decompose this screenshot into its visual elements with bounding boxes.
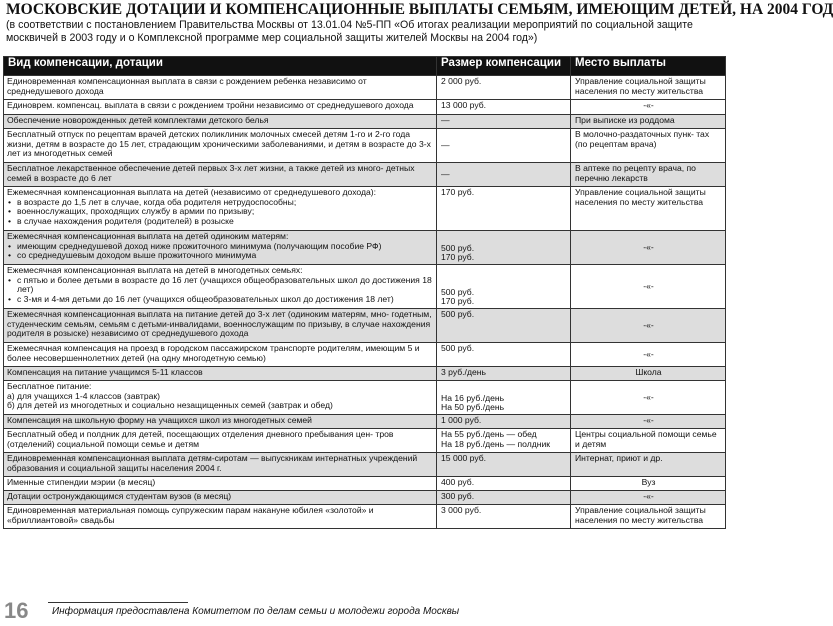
list-item: • в возрасте до 1,5 лет в случае, когда оба родителя нетрудоспособны; <box>17 198 433 208</box>
row-desc: Единоврем. компенсац. выплата в связи с рождением тройни независимо от среднедушевого дохода <box>4 100 437 115</box>
row-amount: — <box>437 163 571 187</box>
row-place: Вуз <box>571 477 726 491</box>
row-desc: Ежемесячная компенсационная выплата на детей одиноким матерям: <box>7 231 289 241</box>
row-amount: На 16 руб./день На 50 руб./день <box>437 381 571 415</box>
row-place: -«- <box>571 381 726 415</box>
row-desc: Бесплатный обед и полдник для детей, посещающих отделения дневного пребывания цен- тров (отделений) социальной помощи семье и детям <box>4 429 437 453</box>
row-place: Управление социальной защиты населения по месту жительства <box>571 76 726 100</box>
row-place: -«- <box>571 100 726 115</box>
row-desc: Бесплатное питание: а) для учащихся 1-4 классов (завтрак) б) для детей из многодетных и социально незащищенных семей (завтрак и обед) <box>4 381 437 415</box>
row-amount: — <box>437 129 571 163</box>
table-row <box>4 309 726 343</box>
table-row <box>4 453 726 477</box>
row-place: -«- <box>571 491 726 505</box>
row-desc: Единовременная компенсационная выплата в связи с рождением ребенка независимо от среднедушевого дохода <box>4 76 437 100</box>
row-desc: Обеспечение новорожденных детей комплектами детского белья <box>4 115 437 129</box>
row-place: -«- <box>571 343 726 367</box>
row-place: Школа <box>571 367 726 381</box>
table-row <box>4 367 726 381</box>
row-desc: Бесплатный отпуск по рецептам врачей детских поликлиник молочных смесей детям 1-го и 2-го года жизни, детям в возрасте до 15 лет, страдающим хроническими заболеваниями, и детям в возрасте до 3-х лет из многодетных семей <box>4 129 437 163</box>
table-row <box>4 477 726 491</box>
row-place: В молочно-раздаточных пунк- тах (по рецептам врача) <box>571 129 726 163</box>
row-amount: 170 руб. <box>437 187 571 231</box>
footer-divider <box>48 602 188 603</box>
list-item: • имеющим среднедушевой доход ниже прожиточного минимума (получающим пособие РФ) <box>17 242 433 252</box>
row-place: При выписке из роддома <box>571 115 726 129</box>
row-desc: Компенсация на школьную форму на учащихся школ из многодетных семей <box>4 415 437 429</box>
footer-note: Информация предоставлена Комитетом по делам семьи и молодежи города Москвы <box>52 606 460 617</box>
row-desc: Ежемесячная компенсационная выплата на детей в многодетных семьях: <box>7 265 303 275</box>
row-place: Управление социальной защиты населения по месту жительства <box>571 505 726 529</box>
table-row <box>4 115 726 129</box>
row-amount: 1 000 руб. <box>437 415 571 429</box>
table-row <box>4 76 726 100</box>
row-desc: Дотации остронуждающимся студентам вузов (в месяц) <box>4 491 437 505</box>
table-row <box>4 505 726 529</box>
list-item: • военнослужащих, проходящих службу в армии по призыву; <box>17 207 433 217</box>
row-amount: 2 000 руб. <box>437 76 571 100</box>
row-desc-cell <box>4 231 437 265</box>
table-row <box>4 381 726 415</box>
row-desc: Ежемесячная компенсация на проезд в городском пассажирском транспорте родителям, имеющим 5 и более несовершеннолетних детей (на одну многодетную семью) <box>4 343 437 367</box>
row-amount: 500 руб. <box>437 343 571 367</box>
row-list <box>7 276 433 305</box>
row-place: Интернат, приют и др. <box>571 453 726 477</box>
compensation-table <box>3 56 726 529</box>
row-amount: 500 руб. <box>437 309 571 343</box>
row-desc: Бесплатное лекарственное обеспечение детей первых 3-х лет жизни, а также детей из много- детных семей в возрасте до 6 лет <box>4 163 437 187</box>
table-row <box>4 343 726 367</box>
row-amount: На 55 руб./день — обед На 18 руб./день — полдник <box>437 429 571 453</box>
page-number: 16 <box>4 598 29 623</box>
header-place: Место выплаты <box>571 57 726 76</box>
row-amount: 15 000 руб. <box>437 453 571 477</box>
row-amount: 500 руб. 170 руб. <box>437 231 571 265</box>
row-place: -«- <box>571 265 726 309</box>
row-amount: 400 руб. <box>437 477 571 491</box>
table-row <box>4 231 726 265</box>
table-row <box>4 129 726 163</box>
row-desc: Именные стипендии мэрии (в месяц) <box>4 477 437 491</box>
row-amount: 3 руб./день <box>437 367 571 381</box>
row-place: В аптеке по рецепту врача, по перечню лекарств <box>571 163 726 187</box>
list-item: • с пятью и более детьми в возрасте до 16 лет (учащихся общеобразовательных школ до достижения 18 лет) <box>17 276 433 295</box>
table-row <box>4 429 726 453</box>
row-list <box>7 242 433 261</box>
table-row <box>4 100 726 115</box>
row-list <box>7 198 433 227</box>
table-header-row <box>4 57 726 76</box>
row-amount: 13 000 руб. <box>437 100 571 115</box>
row-desc: Единовременная компенсационная выплата детям-сиротам — выпускникам интернатных учреждений образования и социальной защиты населения 2004 г. <box>4 453 437 477</box>
row-amount: 3 000 руб. <box>437 505 571 529</box>
row-place: -«- <box>571 231 726 265</box>
page-subtitle: (в соответствии с постановлением Правительства Москвы от 13.01.04 №5-ПП «Об итогах реализации мероприятий по социальной защите москвичей в 2003 году и о Комплексной программе мер социальной защиты жителей Москвы на 2004 год») <box>6 19 693 44</box>
list-item: • с 3-мя и 4-мя детьми до 16 лет (учащихся общеобразовательных школ до достижения 18 лет) <box>17 295 433 305</box>
row-place: -«- <box>571 309 726 343</box>
page-footer <box>0 598 730 624</box>
list-item: • со среднедушевым доходом выше прожиточного минимума <box>17 251 433 261</box>
row-desc: Единовременная материальная помощь супружеским парам накануне юбилея «золотой» и «бриллиантовой» свадьбы <box>4 505 437 529</box>
row-amount: 500 руб. 170 руб. <box>437 265 571 309</box>
row-desc-cell <box>4 265 437 309</box>
row-desc-cell <box>4 187 437 231</box>
row-amount: — <box>437 115 571 129</box>
row-place: Центры социальной помощи семье и детям <box>571 429 726 453</box>
table-row <box>4 163 726 187</box>
row-desc: Ежемесячная компенсационная выплата на питание детей до 3-х лет (одиноким матерям, мно- годетным, студенческим семьям, семьям с детьми-инвалидами, военнослужащим по призыву, в случае нахождения родителя в розыске) независимо от среднедушевого дохода <box>4 309 437 343</box>
table-row <box>4 187 726 231</box>
header-type: Вид компенсации, дотации <box>4 57 437 76</box>
row-desc: Компенсация на питание учащимся 5-11 классов <box>4 367 437 381</box>
row-amount: 300 руб. <box>437 491 571 505</box>
list-item: • в случае нахождения родителя (родителей) в розыске <box>17 217 433 227</box>
page-title: МОСКОВСКИЕ ДОТАЦИИ И КОМПЕНСАЦИОННЫЕ ВЫПЛАТЫ СЕМЬЯМ, ИМЕЮЩИМ ДЕТЕЙ, НА 2004 ГОД <box>6 1 833 18</box>
row-place: Управление социальной защиты населения по месту жительства <box>571 187 726 231</box>
table-row <box>4 415 726 429</box>
table-row <box>4 265 726 309</box>
header-amount: Размер компенсации <box>437 57 571 76</box>
row-place: -«- <box>571 415 726 429</box>
row-desc: Ежемесячная компенсационная выплата на детей (независимо от среднедушевого дохода): <box>7 187 377 197</box>
table-row <box>4 491 726 505</box>
